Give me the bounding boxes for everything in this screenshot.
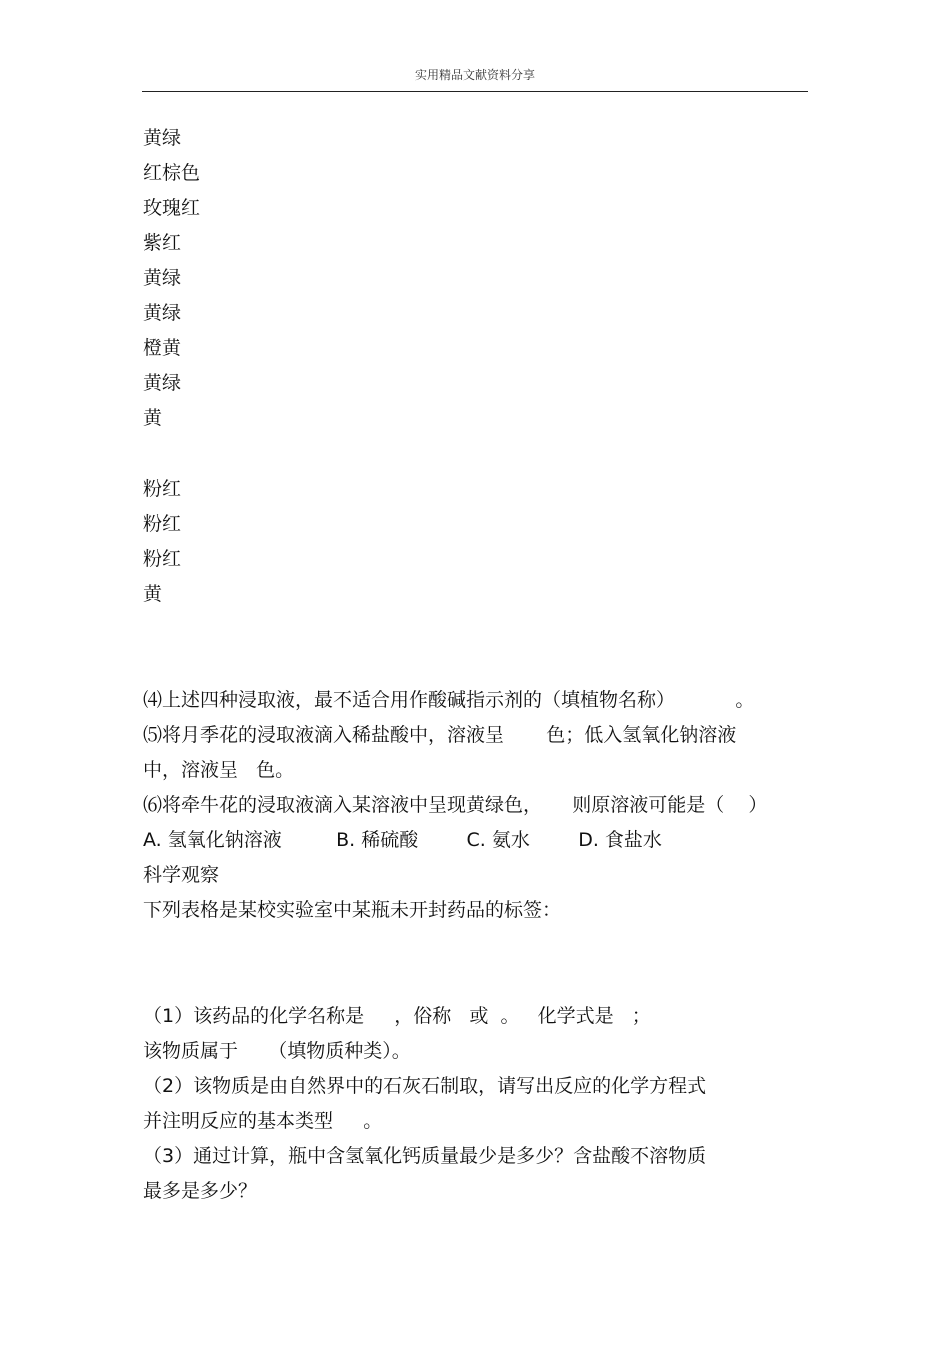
section-intro: 下列表格是某校实验室中某瓶未开封药品的标签： <box>143 899 562 921</box>
color-item: 黄绿 <box>143 302 182 324</box>
sub-question-1-line-2: 该物质属于 （填物质种类）。 <box>143 1040 411 1062</box>
color-item: 玫瑰红 <box>143 197 201 219</box>
section-title: 科学观察 <box>143 864 220 886</box>
sub-question-1-line-1: （1）该药品的化学名称是 ，俗称 或 。 化学式是 ； <box>143 1005 651 1027</box>
color-item: 粉红 <box>143 513 182 535</box>
color-item: 黄绿 <box>143 127 182 149</box>
color-item: 橙黄 <box>143 337 182 359</box>
header-divider <box>142 91 808 92</box>
sub-question-2-line-1: （2）该物质是由自然界中的石灰石制取，请写出反应的化学方程式 <box>143 1075 707 1097</box>
color-item: 粉红 <box>143 478 182 500</box>
color-item: 黄 <box>143 583 163 605</box>
color-item: 红棕色 <box>143 162 201 184</box>
color-item: 黄绿 <box>143 267 182 289</box>
question-4: ⑷上述四种浸取液，最不适合用作酸碱指示剂的（填植物名称） 。 <box>143 689 755 711</box>
question-5-line-2: 中，溶液呈 色。 <box>143 759 295 781</box>
color-item: 紫红 <box>143 232 182 254</box>
sub-question-3-line-2: 最多是多少？ <box>143 1180 258 1202</box>
question-6-options: A. 氢氧化钠溶液 B. 稀硫酸 C. 氨水 D. 食盐水 <box>143 829 662 851</box>
sub-question-3-line-1: （3）通过计算，瓶中含氢氧化钙质量最少是多少？含盐酸不溶物质 <box>143 1145 707 1167</box>
question-5-line-1: ⑸将月季花的浸取液滴入稀盐酸中，溶液呈 色；低入氢氧化钠溶液 <box>143 724 737 746</box>
sub-question-2-line-2: 并注明反应的基本类型 。 <box>143 1110 383 1132</box>
page-header: 实用精品文献资料分享 <box>414 68 535 82</box>
color-item: 黄绿 <box>143 372 182 394</box>
color-item: 黄 <box>143 407 163 429</box>
question-6: ⑹将牵牛花的浸取液滴入某溶液中呈现黄绿色， 则原溶液可能是（ ） <box>143 794 768 816</box>
color-item: 粉红 <box>143 548 182 570</box>
